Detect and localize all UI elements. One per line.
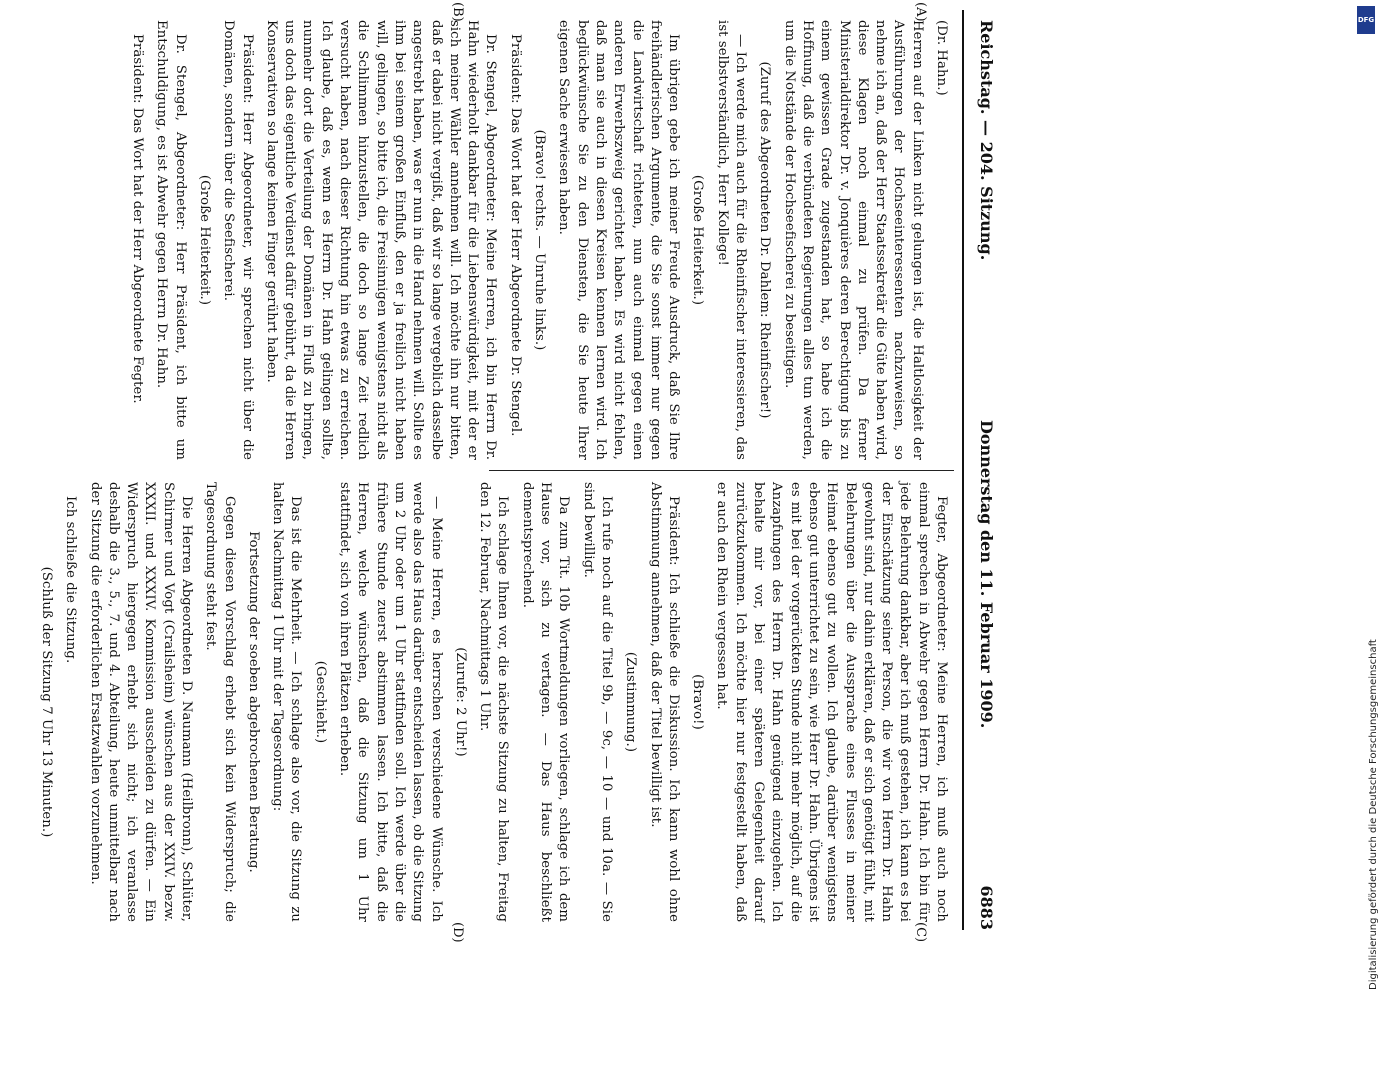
interjection: (Zustimmung.) [623,651,639,753]
interjection: (Bravo! rechts. — Unruhe links.) [532,129,548,351]
agenda-item: Fortsetzung der soeben abgebrochenen Beratung. [245,531,261,873]
left-column [122,20,950,460]
interjection: (Geschieht.) [312,660,328,744]
paragraph: Dr. Stengel, Abgeordneter: Meine Herren, ich bin Herrn Dr. Hahn wiederholt dankbar für die Liebenswürdigkeit, mit der er sich meiner Wähler annehmen will. Ich möchte ihn nur bitten, daß er dabei nicht vergißt, daß wir so lange vergeblich dasselbe angestrebt haben, was er nun in die Hand nehmen will. Sollte es ihm bei seinem großen Einfluß, den er ja freilich nicht haben will, gelingen, so bitte ich, die Freisinnigen wenigstens nicht als die Schlimmen hinzustellen, die doch so lange Zeit redlich versucht haben, nach dieser Richtung hin etwas zu erreichen. Ich glaube, daß es, wenn es Herrn Dr. Hahn gelingen sollte, nunmehr dort die Verteilung der Domänen in Fluß zu bringen, uns doch das eigentliche Verdienst dafür gebührt, da die Herren Konservativen so lange keinen Finger gerührt haben. [263,20,499,461]
paragraph: Ich schlage Ihnen vor, die nächste Sitzung zu halten, Freitag den 12. Februar, Nachmittags 1 Uhr. [477,482,511,922]
rotated-page [10,0,1010,943]
paragraph: Die Herren Abgeordneten D. Naumann (Heilbronn), Schlüter, Schirmer und Vogt (Crailsheim) wünschen aus der XXIV. bezw. XXXII. und XXXIV. Kommission ausscheiden zu dürfen. — Ein Widerspruch hiergegen erhebt sich nicht; ich veranlasse deshalb die 3., 5., 7. und 4. Abteilung, heute unmittelbar nach der Sitzung die erforderlichen Ersatzwahlen vorzunehmen. [87,482,195,922]
paragraph: Präsident: Herr Abgeordneter, wir sprechen nicht über die Domänen, sondern über die Seefischerei. [221,20,255,460]
header-date: Donnerstag den 11. Februar 1909. [977,420,996,729]
paragraph: — Meine Herren, es herrschen verschiedene Wünsche. Ich werde also das Haus darüber entscheiden lassen, ob die Sitzung um 2 Uhr oder um 1 Uhr stattfinden soll. Ich werde über die frühere Stunde zuerst abstimmen lassen. Ich bitte, daß die Herren, welche wünschen, daß die Sitzung um 1 Uhr stattfindet, sich von ihren Plätzen erheben. [337,482,444,922]
paragraph: Dr. Stengel, Abgeordneter: Herr Präsident, ich bitte um Entschuldigung, es ist Abwehr gegen Herrn Dr. Hahn. [154,20,188,460]
paragraph: — Ich werde mich auch für die Rheinfischer interessieren, das ist selbstverständlich, Herr Kollege! [714,20,749,460]
header-left: Reichstag. — 204. Sitzung. [977,20,996,261]
paragraph: Präsident: Das Wort hat der Herr Abgeordnete Fegter. [130,34,146,404]
dfg-logo: DFG [1357,6,1375,34]
paragraph: Präsident: Ich schließe die Diskussion. Ich kann wohl ohne Abstimmung annehmen, daß der Titel bewilligt ist. [647,482,681,922]
paragraph: Ich schließe die Sitzung. [63,496,79,664]
session-close: (Schluß der Sitzung 7 Uhr 13 Minuten.) [38,566,54,838]
margin-marker-c: (C) [913,922,928,943]
margin-marker-a: (A) [913,2,928,22]
paragraph: Präsident: Das Wort hat der Herr Abgeordnete Dr. Stengel. [507,34,523,437]
paragraph: Das ist die Mehrheit. — Ich schlage also vor, die Sitzung zu halten Nachmittag 1 Uhr mit der Tagesordnung: [270,482,304,922]
paragraph: Gegen diesen Vorschlag erhebt sich kein Widerspruch; die Tagesordnung steht fest. [203,482,237,922]
paragraph: Da zum Tit. 10b Wortmeldungen vorliegen, schlage ich dem Hause vor, sich zu vertagen. — Das Haus beschließt dementsprechend. [519,482,572,922]
interjection: (Zurufe: 2 Uhr!) [452,647,468,757]
interjection: (Große Heiterkeit.) [690,174,706,306]
paragraph: Ich rufe noch auf die Titel 9b, — 9c, — 10 — und 10a. — Sie sind bewilligt. [580,482,614,922]
interjection: (Zuruf des Abgeordneten Dr. Dahlem: Rheinfischer!) [757,61,773,419]
column-divider [489,470,954,471]
digitization-credit: Digitalisierung gefördert durch die Deutsche Forschungsgemeinschaft [1368,639,1379,990]
speaker-continuation: (Dr. Hahn.) [934,20,949,96]
page-header [966,0,1010,940]
paragraph: Herren auf der Linken nicht gelungen ist, die Haltlosigkeit der Ausführungen der Hochseeinteressenten nachzuweisen, so nehme ich an, daß der Herr Staatssekretär die Güte haben wird, diese Klagen noch einmal zu prüfen. Da ferner Ministerialdirektor Dr. v. Jonquières deren Berechtigung bis zu einem gewissen Grade zugestanden hat, so habe ich die Hoffnung, daß die verbündeten Regierungen alles tun werden, um die Notstände der Hochseefischerei zu beseitigen. [781,20,925,460]
page-number: 6883 [977,885,996,930]
interjection: (Bravo!) [690,674,706,730]
paragraph: Fegter, Abgeordneter: Meine Herren, ich muß auch noch einmal sprechen in Abwehr gegen Herrn Dr. Hahn. Ich bin für jede Belehrung dankbar, aber ich muß gestehen, ich kann es bei der Einschätzung seiner Person, die wir von Herrn Dr. Hahn gewohnt sind, nur dahin erklären, daß er sich genötigt fühlt, mit Belehrungen über die Aussprache eines Flusses in meiner Heimat ebenso gut zu wollen. Ich glaube, darüber wenigstens ebenso gut unterrichtet zu sein, wie Herr Dr. Hahn. Übrigens ist es mit bei der vorgerückten Stunde nicht mehr möglich, auf die Anzapfungen des Herrn Dr. Hahn genügend einzugehen. Ich behalte mir vor, bei einer späteren Gelegenheit darauf zurückzukommen. Ich möchte hier nur festgestellt haben, daß er auch den Rhein vergessen hat. [714,482,949,922]
paragraph: Im übrigen gebe ich meiner Freude Ausdruck, daß Sie Ihre freihändlerischen Argumente, die Sie sonst immer nur gegen die Landwirtschaft richteten, nun auch einmal gegen einen anderen Erwerbszweig gerichtet haben. Es wird nicht fehlen, daß man sie auch in diesen Kreisen kennen lernen wird. Ich beglückwünsche Sie zu den Diensten, die Sie heute Ihrer eigenen Sache erwiesen haben. [556,20,682,460]
interjection: (Große Heiterkeit.) [197,174,213,306]
header-rule [962,10,964,930]
margin-marker-d: (D) [450,922,465,943]
right-column [31,482,950,922]
margin-marker-b: (B) [450,2,465,22]
